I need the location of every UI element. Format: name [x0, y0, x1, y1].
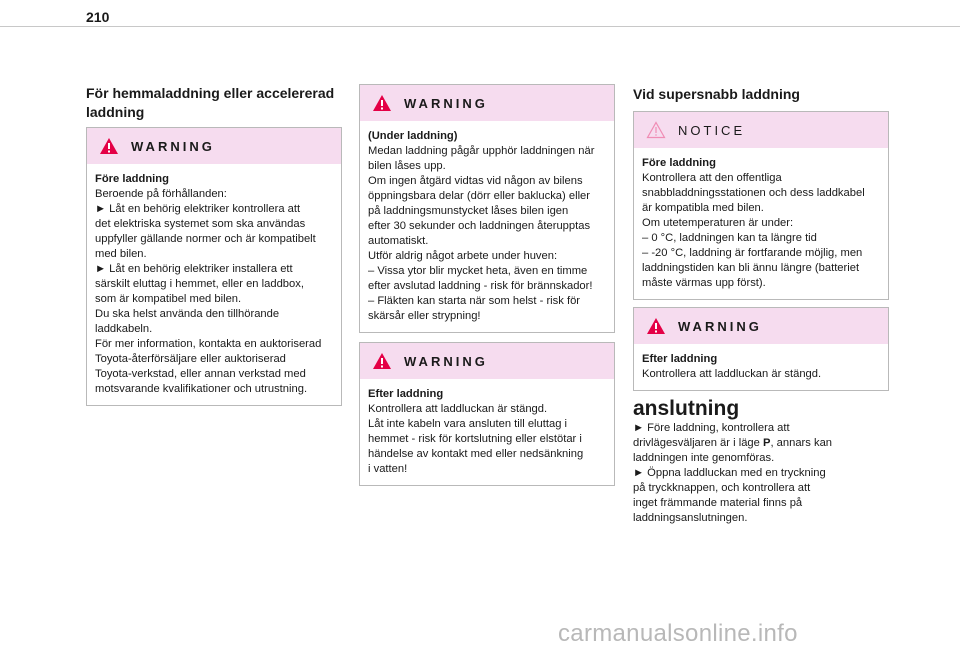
- box-text-line: det elektriska systemet som ska användas: [95, 218, 306, 230]
- box-text-line: ► Låt en behörig elektriker kontrollera att: [95, 203, 301, 215]
- box-text-line: Kontrollera att laddluckan är stängd.: [368, 403, 548, 415]
- box-text-line: – Fläkten kan starta när som helst - risk för: [368, 295, 581, 307]
- warning-body: [87, 164, 341, 405]
- section-heading-connection: anslutning: [633, 397, 740, 420]
- watermark-text: carmanualsonline.info: [558, 620, 798, 647]
- instruction-line: laddningen inte genomföras.: [633, 452, 775, 464]
- box-text-line: motsvarande kvalifikationer och utrustning.: [95, 383, 308, 395]
- box-text-line: Kontrollera att den offentliga: [642, 172, 782, 184]
- box-text-line: Du ska helst använda den tillhörande: [95, 308, 280, 320]
- box-text-line: ► Låt en behörig elektriker installera ett: [95, 263, 293, 275]
- box-text-line: laddningstiden kan bli ännu längre (batteriet: [642, 262, 860, 274]
- notice-box-before-charging: [633, 111, 889, 300]
- notice-box-header: [634, 112, 888, 148]
- connection-instructions: [633, 421, 889, 526]
- instruction-line: inget främmande material finns på: [633, 497, 803, 509]
- box-text-line: som är kompatibel med bilen.: [95, 293, 242, 305]
- box-text-line: Om utetemperaturen är under:: [642, 217, 794, 229]
- box-text-line: hemmet - risk för kortslutning eller elstötar i: [368, 433, 582, 445]
- box-text-line: Kontrollera att laddluckan är stängd.: [642, 368, 822, 380]
- warning-box-header: [634, 308, 888, 344]
- box-text-line: automatiskt.: [368, 235, 429, 247]
- warning-label: WARNING: [131, 138, 215, 154]
- box-subheading: Före laddning: [642, 157, 716, 169]
- warning-body: [360, 379, 614, 485]
- box-text-line: efter 30 sekunder och laddningen återupptas: [368, 220, 591, 232]
- warning-box-header: [360, 343, 614, 379]
- box-text-line: skärsår eller strypning!: [368, 310, 481, 322]
- box-text-line: särskilt eluttag i hemmet, eller en laddbox,: [95, 278, 304, 290]
- notice-triangle-icon: [646, 121, 666, 139]
- box-text-line: Beroende på förhållanden:: [95, 188, 227, 200]
- box-text-line: med bilen.: [95, 248, 147, 260]
- notice-body: [634, 148, 888, 299]
- box-subheading: Efter laddning: [642, 353, 718, 365]
- box-text-line: Utför aldrig något arbete under huven:: [368, 250, 558, 262]
- box-text-line: uppfyller gällande normer och är kompatibelt: [95, 233, 316, 245]
- warning-triangle-icon: [99, 137, 119, 155]
- warning-box-after-charging: [633, 307, 889, 391]
- box-text-line: Toyota-återförsäljare eller auktoriserad: [95, 353, 286, 365]
- notice-label: NOTICE: [678, 122, 746, 138]
- box-text-line: laddkabeln.: [95, 323, 153, 335]
- top-divider: [0, 26, 960, 27]
- warning-box-during-charging: [359, 84, 615, 333]
- box-text-line: efter avslutad laddning - risk för brännskador!: [368, 280, 593, 292]
- box-text-line: öppningsbara delar (dörr eller baklucka) eller: [368, 190, 591, 202]
- warning-body: [360, 121, 614, 332]
- warning-box-before-charging: [86, 127, 342, 406]
- section-heading-supercharging: Vid supersnabb laddning: [633, 86, 800, 102]
- warning-box-after-charging: [359, 342, 615, 486]
- box-text-line: måste värmas upp först).: [642, 277, 766, 289]
- box-text-line: är kompatibla med bilen.: [642, 202, 764, 214]
- section-heading-home-charging: För hemmaladdning eller accelererad laddning: [86, 85, 335, 120]
- warning-box-header: [360, 85, 614, 121]
- box-subheading: Före laddning: [95, 173, 169, 185]
- warning-body: [634, 344, 888, 390]
- box-text-line: Medan laddning pågår upphör laddningen när: [368, 145, 595, 157]
- box-text-line: – 0 °C, laddningen kan ta längre tid: [642, 232, 817, 244]
- box-text-line: Toyota-verkstad, eller annan verkstad med: [95, 368, 306, 380]
- warning-label: WARNING: [678, 318, 762, 334]
- box-text-line: händelse av kontakt med eller nedsänkning: [368, 448, 584, 460]
- box-text-line: Om ingen åtgärd vidtas vid någon av bilens: [368, 175, 583, 187]
- warning-label: WARNING: [404, 95, 488, 111]
- box-text-line: på laddningsmunstycket låses bilen igen: [368, 205, 569, 217]
- box-text-line: – -20 °C, laddning är fortfarande möjlig, men: [642, 247, 863, 259]
- page-number: 210: [86, 9, 110, 25]
- box-text-line: Låt inte kabeln vara ansluten till eluttag i: [368, 418, 568, 430]
- box-subheading: Efter laddning: [368, 388, 444, 400]
- box-text-line: – Vissa ytor blir mycket heta, även en timme: [368, 265, 588, 277]
- box-subheading: (Under laddning): [368, 130, 458, 142]
- box-text-line: snabbladdningsstationen och dess laddkabel: [642, 187, 865, 199]
- instruction-line: drivlägesväljaren är i läge P, annars kan: [633, 437, 833, 449]
- box-text-line: För mer information, kontakta en auktoriserad: [95, 338, 322, 350]
- box-text-line: bilen låses upp.: [368, 160, 446, 172]
- box-text-line: i vatten!: [368, 463, 408, 475]
- warning-triangle-icon: [646, 317, 666, 335]
- instruction-line: på tryckknappen, och kontrollera att: [633, 482, 811, 494]
- instruction-line: ► Före laddning, kontrollera att: [633, 422, 790, 434]
- warning-box-header: [87, 128, 341, 164]
- warning-triangle-icon: [372, 352, 392, 370]
- instruction-line: ► Öppna laddluckan med en tryckning: [633, 467, 826, 479]
- warning-triangle-icon: [372, 94, 392, 112]
- warning-label: WARNING: [404, 353, 488, 369]
- instruction-line: laddningsanslutningen.: [633, 512, 748, 524]
